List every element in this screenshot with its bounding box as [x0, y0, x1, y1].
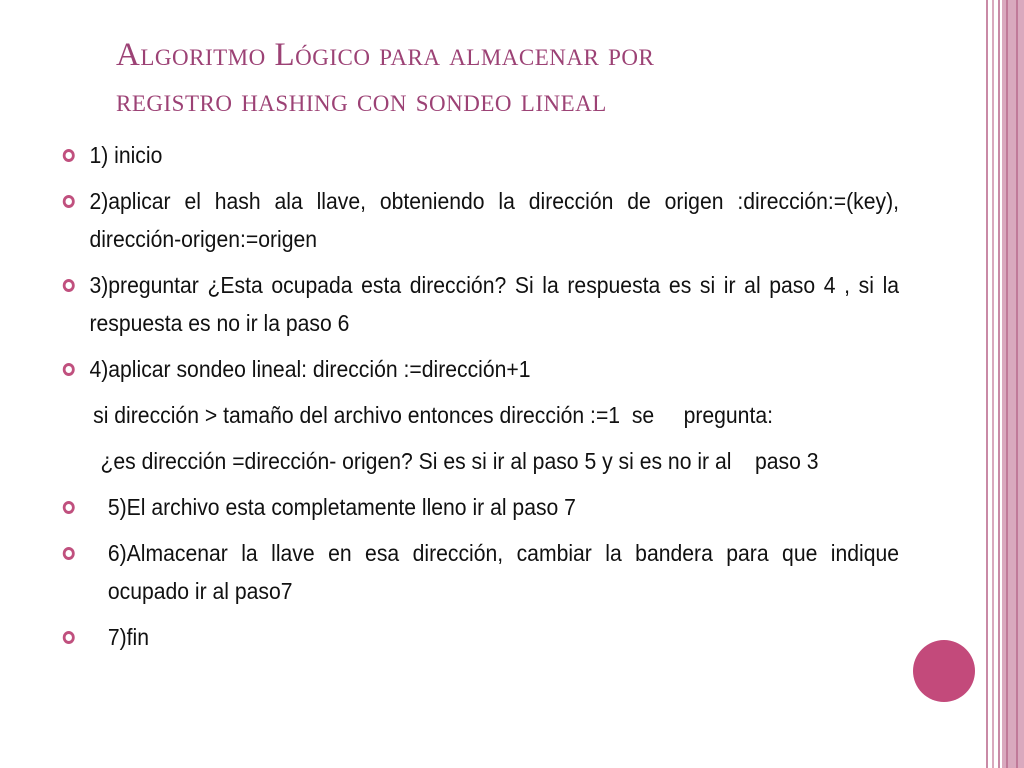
- continuation-text: si dirección > tamaño del archivo entonces dirección :=1 se pregunta:: [93, 402, 773, 428]
- ring-bullet-icon: [63, 547, 75, 560]
- slide-title-line1: Algoritmo Lógico para almacenar por: [116, 37, 655, 73]
- continuation-text: ¿es dirección =dirección- origen? Si es si ir al paso 5 y si es no ir al paso 3: [100, 448, 819, 474]
- ring-bullet-icon: [63, 195, 75, 208]
- bullet-text: 7)fin: [107, 624, 150, 650]
- slide-content: [60, 136, 899, 664]
- bullet-text: 1) inicio: [89, 142, 163, 168]
- ring-bullet-icon: [63, 501, 75, 514]
- bullet-item: [60, 136, 899, 174]
- bullet-item: [60, 618, 899, 656]
- decorative-circle-icon: [913, 640, 975, 702]
- ring-bullet-icon: [63, 149, 75, 162]
- bullet-text: 4)aplicar sondeo lineal: dirección :=dirección+1: [89, 356, 531, 382]
- slide-title: [116, 32, 916, 124]
- bullet-item: [60, 534, 899, 610]
- bullet-text: 5)El archivo esta completamente lleno ir al paso 7: [107, 494, 576, 520]
- bullet-item: [60, 182, 899, 258]
- ring-bullet-icon: [63, 279, 75, 292]
- bullet-item: [60, 488, 899, 526]
- stripe: [998, 0, 1000, 768]
- stripe: [1006, 0, 1008, 768]
- stripe: [986, 0, 988, 768]
- stripe: [1016, 0, 1018, 768]
- bullet-text: 6)Almacenar la llave en esa dirección, cambiar la bandera para que indique ocupado ir al paso7: [107, 540, 900, 604]
- bullet-item: [60, 266, 899, 342]
- ring-bullet-icon: [63, 631, 75, 644]
- continuation-line: [60, 442, 899, 480]
- bullet-item: [60, 350, 899, 388]
- stripe: [992, 0, 994, 768]
- slide-title-line2: registro hashing con sondeo lineal: [116, 83, 607, 119]
- bullet-text: 2)aplicar el hash ala llave, obteniendo la dirección de origen :dirección:=(key), dirección-origen:=origen: [89, 188, 900, 252]
- ring-bullet-icon: [63, 363, 75, 376]
- right-decorative-stripes: [984, 0, 1024, 768]
- bullet-text: 3)preguntar ¿Esta ocupada esta dirección? Si la respuesta es si ir al paso 4 , si la respuesta es no ir la paso 6: [89, 272, 900, 336]
- continuation-line: [60, 396, 899, 434]
